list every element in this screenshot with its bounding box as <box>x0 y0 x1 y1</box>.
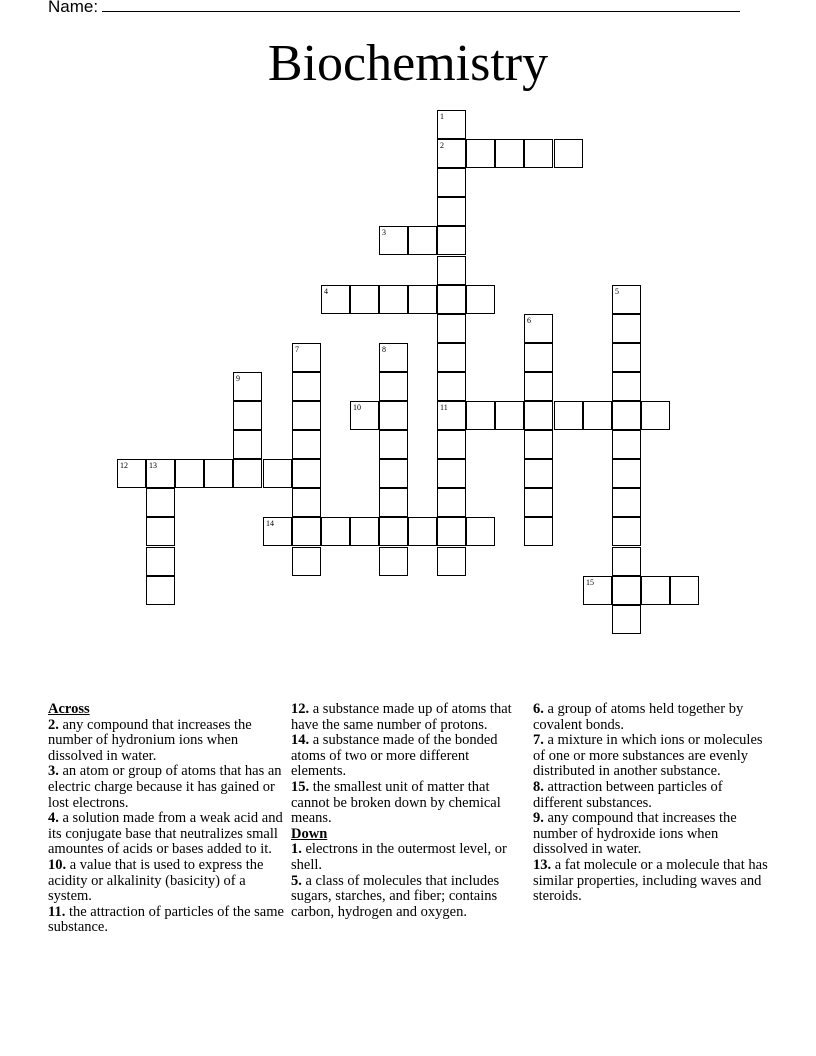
grid-cell[interactable] <box>524 314 553 343</box>
grid-cell[interactable] <box>379 226 408 255</box>
grid-cell[interactable] <box>612 430 641 459</box>
grid-cell[interactable] <box>612 372 641 401</box>
grid-cell[interactable] <box>612 488 641 517</box>
grid-cell[interactable] <box>350 517 379 546</box>
grid-cell[interactable] <box>612 314 641 343</box>
grid-cell[interactable] <box>437 517 466 546</box>
clue-across-10: 10. a value that is used to express the acidity or alkalinity (basicity) of a system. <box>48 856 264 905</box>
grid-cell[interactable] <box>408 226 437 255</box>
grid-cell[interactable] <box>263 459 292 488</box>
grid-cell[interactable] <box>146 547 175 576</box>
grid-cell[interactable] <box>437 547 466 576</box>
grid-cell[interactable] <box>379 517 408 546</box>
grid-cell[interactable] <box>408 517 437 546</box>
clue-down-9: 9. any compound that increases the number of hydroxide ions when dissolved in water. <box>533 810 737 858</box>
cell-number: 12 <box>120 461 128 470</box>
grid-cell[interactable] <box>146 517 175 546</box>
grid-cell[interactable] <box>117 459 146 488</box>
grid-cell[interactable] <box>612 576 641 605</box>
clue-across-2: 2. any compound that increases the number of hydronium ions when dissolved in water. <box>48 716 252 764</box>
clue-across-15: 15. the smallest unit of matter that cannot be broken down by chemical means. <box>291 778 501 827</box>
grid-cell[interactable] <box>379 459 408 488</box>
grid-cell[interactable] <box>379 547 408 576</box>
grid-cell[interactable] <box>524 401 553 430</box>
clue-across-11: 11. the attraction of particles of the same substance. <box>48 903 284 936</box>
grid-cell[interactable] <box>350 401 379 430</box>
cell-number: 1 <box>440 112 444 121</box>
grid-cell[interactable] <box>292 459 321 488</box>
grid-cell[interactable] <box>524 372 553 401</box>
grid-cell[interactable] <box>379 372 408 401</box>
grid-cell[interactable] <box>466 517 495 546</box>
grid-cell[interactable] <box>612 547 641 576</box>
grid-cell[interactable] <box>612 343 641 372</box>
grid-cell[interactable] <box>641 401 670 430</box>
grid-cell[interactable] <box>612 285 641 314</box>
grid-cell[interactable] <box>379 285 408 314</box>
clue-down-7: 7. a mixture in which ions or molecules of one or more substances are evenly distributed in another substance. <box>533 732 763 780</box>
grid-cell[interactable] <box>437 430 466 459</box>
grid-cell[interactable] <box>292 430 321 459</box>
grid-cell[interactable] <box>437 459 466 488</box>
grid-cell[interactable] <box>437 110 466 139</box>
grid-cell[interactable] <box>292 372 321 401</box>
name-label: Name: <box>48 0 99 16</box>
grid-cell[interactable] <box>437 226 466 255</box>
grid-cell[interactable] <box>175 459 204 488</box>
grid-cell[interactable] <box>146 459 175 488</box>
grid-cell[interactable] <box>437 285 466 314</box>
cell-number: 5 <box>615 287 619 296</box>
grid-cell[interactable] <box>204 459 233 488</box>
grid-cell[interactable] <box>437 343 466 372</box>
grid-cell[interactable] <box>321 517 350 546</box>
cell-number: 4 <box>324 287 328 296</box>
grid-cell[interactable] <box>437 401 466 430</box>
grid-cell[interactable] <box>437 488 466 517</box>
grid-cell[interactable] <box>263 517 292 546</box>
clue-down-13: 13. a fat molecule or a molecule that has similar properties, including waves and steroids. <box>533 856 768 905</box>
grid-cell[interactable] <box>146 488 175 517</box>
grid-cell[interactable] <box>321 285 350 314</box>
cell-number: 10 <box>353 403 361 412</box>
grid-cell[interactable] <box>233 401 262 430</box>
grid-cell[interactable] <box>292 547 321 576</box>
grid-cell[interactable] <box>437 256 466 285</box>
grid-cell[interactable] <box>292 517 321 546</box>
grid-cell[interactable] <box>495 139 524 168</box>
grid-cell[interactable] <box>437 372 466 401</box>
clue-down-6: 6. a group of atoms held together by covalent bonds. <box>533 701 744 733</box>
grid-cell[interactable] <box>583 576 612 605</box>
grid-cell[interactable] <box>233 372 262 401</box>
grid-cell[interactable] <box>233 459 262 488</box>
grid-cell[interactable] <box>524 343 553 372</box>
grid-cell[interactable] <box>233 430 262 459</box>
grid-cell[interactable] <box>408 285 437 314</box>
grid-cell[interactable] <box>466 401 495 430</box>
clue-down-1: 1. electrons in the outermost level, or shell. <box>291 841 507 873</box>
grid-cell[interactable] <box>612 605 641 634</box>
grid-cell[interactable] <box>524 430 553 459</box>
grid-cell[interactable] <box>292 488 321 517</box>
cell-number: 7 <box>295 345 299 354</box>
grid-cell[interactable] <box>292 401 321 430</box>
grid-cell[interactable] <box>437 314 466 343</box>
cell-number: 6 <box>527 316 531 325</box>
page-title: Biochemistry <box>267 35 549 92</box>
grid-cell[interactable] <box>437 139 466 168</box>
grid-cell[interactable] <box>350 285 379 314</box>
grid-cell[interactable] <box>612 459 641 488</box>
clue-down-5: 5. a class of molecules that includes sugars, starches, and fiber; contains carbon, hydrogen and oxygen. <box>291 872 500 920</box>
clue-across-4: 4. a solution made from a weak acid and its conjugate base that neutralizes small amountes of acids or bases added to it. <box>48 810 283 858</box>
cell-number: 8 <box>382 345 386 354</box>
grid-cell[interactable] <box>524 488 553 517</box>
cell-number: 13 <box>149 461 157 470</box>
cell-number: 14 <box>266 519 274 528</box>
clue-across-3: 3. an atom or group of atoms that has an electric charge because it has gained or lost electrons. <box>48 763 282 811</box>
clue-across-12: 12. a substance made up of atoms that have the same number of protons. <box>291 701 512 733</box>
grid-cell[interactable] <box>554 401 583 430</box>
grid-cell[interactable] <box>612 401 641 430</box>
cell-number: 15 <box>586 578 594 587</box>
grid-cell[interactable] <box>379 343 408 372</box>
grid-cell[interactable] <box>437 168 466 197</box>
grid-cell[interactable] <box>292 343 321 372</box>
grid-cell[interactable] <box>641 576 670 605</box>
clue-column-2 <box>291 702 527 920</box>
grid-cell[interactable] <box>466 285 495 314</box>
grid-cell[interactable] <box>495 401 524 430</box>
clue-across-14: 14. a substance made of the bonded atoms of two or more different elements. <box>291 732 498 780</box>
cell-number: 9 <box>236 374 240 383</box>
grid-cell[interactable] <box>583 401 612 430</box>
grid-cell[interactable] <box>379 401 408 430</box>
cell-number: 3 <box>382 228 386 237</box>
clue-column-3 <box>533 702 769 905</box>
down-heading: Down <box>291 825 328 842</box>
grid-cell[interactable] <box>670 576 699 605</box>
grid-cell[interactable] <box>524 517 553 546</box>
grid-cell[interactable] <box>379 488 408 517</box>
grid-cell[interactable] <box>466 139 495 168</box>
cell-number: 2 <box>440 141 444 150</box>
grid-cell[interactable] <box>524 139 553 168</box>
grid-cell[interactable] <box>524 459 553 488</box>
across-heading: Across <box>48 701 90 717</box>
cell-number: 11 <box>440 403 448 412</box>
grid-cell[interactable] <box>146 576 175 605</box>
clue-column-1 <box>48 702 284 936</box>
grid-cell[interactable] <box>612 517 641 546</box>
grid-cell[interactable] <box>437 197 466 226</box>
clue-down-8: 8. attraction between particles of different substances. <box>533 778 723 811</box>
grid-cell[interactable] <box>554 139 583 168</box>
grid-cell[interactable] <box>379 430 408 459</box>
